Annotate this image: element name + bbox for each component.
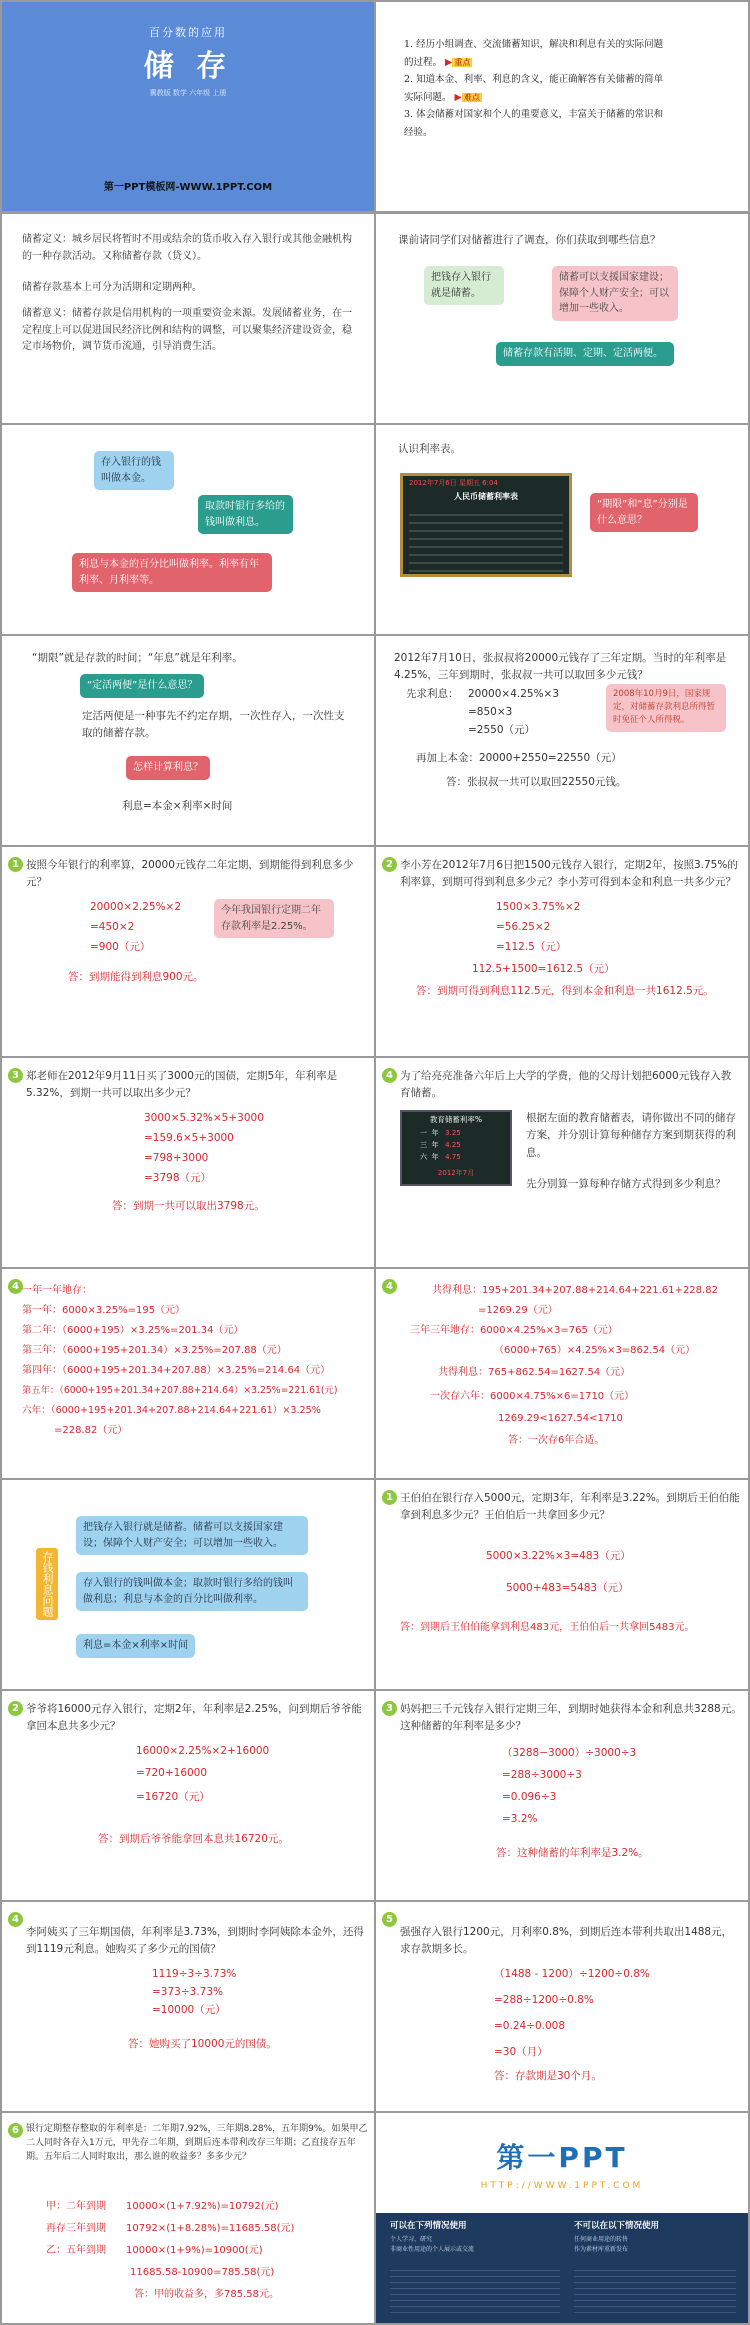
exercise-number: 2	[382, 857, 397, 872]
calc-line-2: =288÷3000÷3	[502, 1769, 582, 1781]
flag-icon: ▶	[445, 56, 453, 68]
calc-line-3: =16720（元）	[136, 1791, 210, 1803]
compare-line-5: 共得利息：765+862.54=1627.54（元）	[438, 1367, 631, 1378]
summary-bubble-2: 存入银行的钱叫做本金；取款时银行多给的钱叫做利息；利息与本金的百分比叫做利率。	[76, 1572, 308, 1611]
compare-line-3: 三年三年地存：6000×4.25%×3=765（元）	[410, 1325, 618, 1336]
calc-label-1: 甲：二年到期	[46, 2201, 106, 2212]
allowed-title: 可以在下列情况使用	[390, 2221, 467, 2231]
plan-line-7: =228.82（元）	[54, 1425, 128, 1436]
flexible-explanation: 定活两便是一种事先不约定存期，一次性存入，一次性支取的储蓄存款。	[82, 710, 345, 740]
calc-line-3: =798+3000	[144, 1152, 209, 1164]
calc-line-2: =56.25×2	[496, 921, 551, 933]
exercise-question: 按照今年银行的利率算，20000元钱存二年定期，到期能得到利息多少元？	[26, 859, 354, 889]
exercise-number: 3	[382, 1701, 397, 1716]
exercise-answer: 答：到期能得到利息900元。	[68, 971, 204, 983]
example-answer: 答：张叔叔一共可以取回22550元钱。	[446, 776, 627, 788]
bubble-benefit: 储蓄可以支援国家建设；保障个人财产安全；可以增加一些收入。	[552, 266, 678, 321]
example-total: 再加上本金：20000+2550=22550（元）	[416, 752, 622, 764]
example-calc-2: =850×3	[468, 706, 513, 718]
plan-line-4: 第四年：（6000+195+201.34+207.88）×3.25%=214.64（元）	[22, 1365, 331, 1376]
exercise-number: 1	[8, 857, 23, 872]
exercise-question: 李阿姨买了三年期国债，年利率是3.73%，到期时李阿姨除本金外，还得到1119元利息。她购买了多少元的国债？	[26, 1926, 364, 1956]
calc-line-4: =3.2%	[502, 1813, 538, 1825]
bubble-interest: 取款时银行多给的钱叫做利息。	[198, 495, 293, 534]
plan-task: 先分别算一算每种存储方式得到多少利息？	[526, 1178, 726, 1190]
calc-line-4: =30（月）	[494, 2046, 548, 2058]
slide-credits	[376, 2113, 748, 2323]
compare-line-1: 共得利息：195+201.34+207.88+214.64+221.61+228.82	[432, 1285, 718, 1296]
calc-line-1: 20000×2.25%×2	[90, 901, 182, 913]
compare-line-7: 1269.29<1627.54<1710	[498, 1413, 623, 1424]
exercise-number: 4	[382, 1068, 397, 1083]
bubble-deposit: 把钱存入银行就是储蓄。	[424, 266, 504, 305]
key-tag: 重点	[454, 57, 471, 67]
calc-line-1: （1488 - 1200）÷1200÷0.8%	[494, 1968, 650, 1980]
credits-logo-area	[376, 2113, 748, 2213]
calc-line-1: 3000×5.32%×5+3000	[144, 1112, 264, 1124]
slide-rate-table	[376, 425, 748, 634]
summary-bubble-1: 把钱存入银行就是储蓄。储蓄可以支援国家建设；保障个人财产安全；可以增加一些收入。	[76, 1516, 308, 1555]
bubble-rate: 利息与本金的百分比叫做利率。利率有年利率、月利率等。	[72, 553, 272, 592]
calc-line-2: =720+16000	[136, 1767, 208, 1779]
plan-line-1: 第一年：6000×3.25%=195（元）	[22, 1305, 186, 1316]
allowed-item-2: 非商业性用途的个人展示或交流	[390, 2246, 475, 2253]
objective-2: 2. 知道本金、利率、利息的含义，能正确解答有关储蓄的简单	[404, 74, 664, 86]
slide-exercise-4	[376, 1058, 748, 1267]
ppt-url: HTTP://WWW.1PPT.COM	[480, 2181, 644, 2191]
cover-footer: 第一PPT模板网-WWW.1PPT.COM	[103, 182, 273, 193]
rate-board-title: 人民币储蓄利率表	[454, 492, 518, 501]
plan-line-0: 一年一年地存：	[22, 1285, 92, 1296]
plan-line-2: 第二年：（6000+195）×3.25%=201.34（元）	[22, 1325, 244, 1336]
slide-exercise-1	[2, 847, 374, 1056]
calc-line-4: =3798（元）	[144, 1172, 212, 1184]
exercise-number: 2	[8, 1701, 23, 1716]
calc-line-2: =373÷3.73%	[152, 1986, 223, 1998]
exercise-number: 4	[8, 1912, 23, 1927]
allowed-item-1: 个人学习、研究	[390, 2236, 433, 2243]
rate-board-date: 2012年7月6日 星期五 6:04	[409, 479, 498, 487]
survey-question: 课前请同学们对储蓄进行了调查，你们获取到哪些信息？	[398, 234, 661, 246]
plan-instruction: 根据左面的教育储蓄表，请你做出不同的储存方案，并分别计算每种储存方案到期获得的利息。	[526, 1112, 736, 1159]
objective-1b: 的过程。 ▶ 重点	[404, 56, 471, 68]
objectives-list	[404, 36, 739, 141]
compare-line-4: （6000+765）×4.25%×3=862.54（元）	[494, 1345, 696, 1356]
rate-tip: 今年我国银行定期二年存款利率是2.25%。	[214, 899, 334, 938]
credits-footer	[376, 2213, 748, 2323]
exercise-answer: 答：到期后爷爷能拿回本息共16720元。	[98, 1833, 289, 1845]
exercise-question: 王伯伯在银行存入5000元，定期3年，年利率是3.22%。到期后王伯伯能拿到利息多少元？王伯伯后一共拿回多少元？	[400, 1492, 740, 1522]
compare-line-2: =1269.29（元）	[478, 1305, 558, 1316]
slide-practice-2	[2, 1691, 374, 1900]
board-date: 2012年7月	[437, 1169, 475, 1177]
rate-board-rows	[409, 508, 563, 572]
exercise-answer: 答：到期一共可以取出3798元。	[112, 1200, 265, 1212]
exercise-answer: 答：到期后王伯伯能拿到利息483元，王伯伯后一共拿回5483元。	[400, 1622, 695, 1633]
summary-side-label: 存钱利息问题	[36, 1548, 58, 1620]
exercise-number: 6	[8, 2123, 23, 2138]
exercise-question: 爷爷将16000元存入银行，定期2年，年利率是2.25%，问到期后爷爷能拿回本息共多少元？	[26, 1703, 362, 1733]
slide-concepts	[2, 425, 374, 634]
calc-line-1: 10000×(1+7.92%)=10792(元)	[126, 2201, 279, 2212]
slide-plan-yearly	[2, 1269, 374, 1478]
objective-3: 3. 体会储蓄对国家和个人的重要意义，丰富关于储蓄的常识和	[404, 109, 664, 121]
slide-title-cover	[2, 2, 374, 211]
slide-exercise-2	[376, 847, 748, 1056]
slide-definition	[2, 214, 374, 423]
example-question: 2012年7月10日，张叔叔将20000元钱存了三年定期。当时的年利率是4.25%，三年到期时，张叔叔一共可以取回多少元钱？	[394, 652, 727, 682]
exercise-number: 1	[382, 1490, 397, 1505]
cover-meta: 冀教版 数学 六年级 上册	[149, 89, 227, 97]
exercise-answer: 答：到期可得到利息112.5元，得到本金和利息一共1612.5元。	[416, 985, 714, 997]
exercise-question: 银行定期整存整取的年利率是：二年期7.92%，三年期8.28%，五年期9%。如果甲乙二人同时各存入1万元，甲先存二年期，到期后连本带利改存三年期；乙直接存五年期。五年后二人同时取出，那么谁的收益多？多多少元？	[26, 2124, 368, 2162]
calc-line-4: 11685.58-10900=785.58(元)	[130, 2267, 275, 2278]
exercise-question: 强强存入银行1200元，月利率0.8%，到期后连本带利共取出1488元，求存款期多长。	[400, 1926, 733, 1956]
exercise-question: 李小芳在2012年7月6日把1500元钱存入银行，定期2年，按照3.75%的利率算，到期可得到利息多少元？李小芳可得到本金和利息一共多少元？	[400, 859, 738, 889]
board-title: 教育储蓄利率%	[429, 1115, 483, 1124]
disallowed-title: 不可以在以下情况使用	[574, 2221, 660, 2231]
plan-line-3: 第三年：（6000+195+201.34）×3.25%=207.88（元）	[22, 1345, 287, 1356]
slide-plan-compare	[376, 1269, 748, 1478]
slide-practice-6	[2, 2113, 374, 2323]
calc-line-1: （3288−3000）÷3000÷3	[502, 1747, 637, 1759]
disallowed-item-2: 作为素材库重新发布	[574, 2246, 629, 2253]
bubble-term-question: “期限”和“息”分别是什么意思？	[590, 493, 698, 532]
board-row-3: 六 年 4.75	[420, 1153, 461, 1161]
exercise-question: 郑老师在2012年9月11日买了3000元的国债，定期5年，年利率是5.32%，到期一共可以取出多少元？	[26, 1070, 338, 1100]
rate-table-question: 认识利率表。	[398, 443, 461, 455]
board-row-1: 一 年 3.25	[420, 1129, 461, 1137]
exercise-answer: 答：甲的收益多，多785.58元。	[134, 2289, 279, 2300]
slide-exercise-3	[2, 1058, 374, 1267]
difficult-tag: 难点	[463, 92, 480, 102]
calc-line-1: 5000×3.22%×3=483（元）	[486, 1550, 631, 1562]
deposit-significance: 储蓄意义：储蓄存款是信用机构的一项重要资金来源。发展储蓄业务，在一定程度上可以促进国民经济比例和结构的调整，可以聚集经济建设资金，稳定市场物价，调节货币流通，引导消费生活。	[22, 308, 352, 352]
compare-line-6: 一次存六年：6000×4.75%×6=1710（元）	[430, 1391, 635, 1402]
calc-line-3: =0.24÷0.008	[494, 2020, 566, 2032]
slide-example	[376, 636, 748, 845]
plan-line-6: 六年：（6000+195+201.34+207.88+214.64+221.61）×3.25%	[22, 1405, 321, 1416]
slide-objectives	[376, 2, 748, 211]
link-list-left	[390, 2265, 560, 2317]
bubble-flexible: “定活两便”是什么意思？	[80, 674, 204, 698]
calc-line-3: =10000（元）	[152, 2004, 226, 2016]
slide-summary	[2, 1480, 374, 1689]
exercise-number: 5	[382, 1912, 397, 1927]
definition-text: 储蓄定义：城乡居民将暂时不用或结余的货币收入存入银行或其他金融机构的一种存款活动。又称储蓄存款（贷义）。	[22, 234, 352, 262]
calc-line-1: 1119÷3÷3.73%	[152, 1968, 237, 1980]
objective-2b: 实际问题。 ▶ 难点	[404, 91, 480, 103]
exercise-number: 3	[8, 1068, 23, 1083]
slide-practice-5	[376, 1902, 748, 2111]
exercise-answer: 答：她购买了10000元的国债。	[128, 2038, 277, 2050]
calc-line-2: =450×2	[90, 921, 135, 933]
cover-subtitle: 百分数的应用	[149, 26, 227, 39]
calc-line-3: =112.5（元）	[496, 941, 567, 953]
objective-3b: 经验。	[404, 126, 433, 138]
interest-formula: 利息=本金×利率×时间	[122, 800, 233, 812]
disallowed-item-1: 任何商业用途的转售	[574, 2236, 629, 2243]
exercise-number: 4	[8, 1279, 23, 1294]
slide-practice-1	[376, 1480, 748, 1689]
calc-line-3: =900（元）	[90, 941, 151, 953]
example-step-label: 先求利息：	[406, 688, 459, 700]
calc-line-1: 1500×3.75%×2	[496, 901, 581, 913]
board-row-2: 三 年 4.25	[420, 1141, 461, 1149]
bubble-how-calc: 怎样计算利息？	[126, 756, 210, 780]
calc-label-3: 乙：五年到期	[46, 2245, 106, 2256]
summary-formula: 利息=本金×利率×时间	[76, 1634, 195, 1658]
tax-note: 2008年10月9日，国家规定，对储蓄存款利息所得暂时免征个人所得税。	[606, 684, 726, 732]
education-rate-board	[400, 1110, 512, 1186]
calc-line-2: =288÷1200÷0.8%	[494, 1994, 594, 2006]
objective-1: 1. 经历小组调查、交流储蓄知识，解决和利息有关的实际问题	[404, 39, 664, 50]
ppt-logo: 第一PPT	[496, 2141, 628, 2174]
calc-line-2: 5000+483=5483（元）	[506, 1582, 629, 1594]
slide-practice-4	[2, 1902, 374, 2111]
term-explanation: “期限”就是存款的时间；“年息”就是年利率。	[32, 652, 243, 664]
deposit-types: 储蓄存款基本上可分为活期和定期两种。	[22, 282, 202, 293]
calc-line-3: 10000×(1+9%)=10900(元)	[126, 2245, 263, 2256]
flag-icon: ▶	[454, 91, 462, 103]
exercise-question: 为了给亮亮准备六年后上大学的学费，他的父母计划把6000元钱存入教育储蓄。	[400, 1070, 732, 1100]
exercise-answer: 答：这种储蓄的年利率是3.2%。	[496, 1847, 649, 1859]
cover-title: 储 存	[143, 49, 233, 84]
link-list-right	[574, 2265, 736, 2317]
calc-line-1: 16000×2.25%×2+16000	[136, 1745, 270, 1757]
calc-line-3: =0.096÷3	[502, 1791, 557, 1803]
slide-survey	[376, 214, 748, 423]
compare-answer: 答：一次存6年合适。	[508, 1435, 605, 1446]
exercise-number: 4	[382, 1279, 397, 1294]
calc-line-4: 112.5+1500=1612.5（元）	[472, 963, 615, 975]
calc-line-2: 10792×(1+8.28%)=11685.58(元)	[126, 2223, 295, 2234]
example-calc-3: =2550（元）	[468, 724, 536, 736]
slide-practice-3	[376, 1691, 748, 1900]
exercise-answer: 答：存款期是30个月。	[494, 2070, 602, 2082]
bubble-types: 储蓄存款有活期、定期、定活两便。	[496, 342, 674, 366]
calc-label-2: 再存三年到期	[46, 2223, 106, 2234]
calc-line-2: =159.6×5+3000	[144, 1132, 234, 1144]
example-calc-1: 20000×4.25%×3	[468, 688, 560, 700]
rate-board	[400, 473, 572, 577]
plan-line-5: 第五年：（6000+195+201.34+207.88+214.64）×3.25%=221.61(元)	[22, 1385, 338, 1396]
bubble-principal: 存入银行的钱叫做本金。	[94, 451, 174, 490]
slide-term-meaning	[2, 636, 374, 845]
exercise-question: 妈妈把三千元钱存入银行定期三年，到期时她获得本金和利息共3288元。这种储蓄的年利率是多少？	[400, 1703, 742, 1733]
